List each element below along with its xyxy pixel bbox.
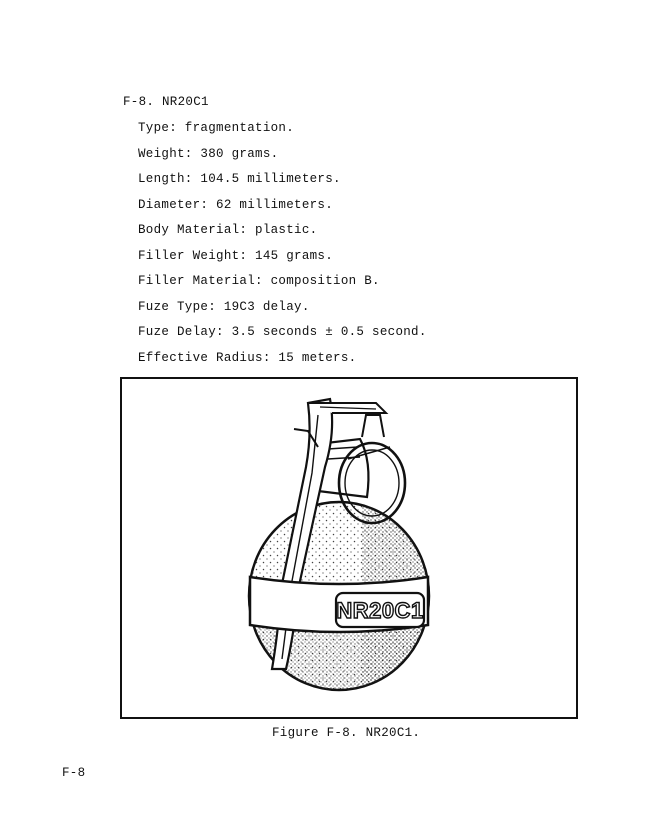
spec-fuze-type: Fuze Type: 19C3 delay. [138, 299, 310, 314]
marking-band [250, 577, 428, 632]
spec-type: Type: fragmentation. [138, 121, 295, 135]
spec-fuze-delay: Fuze Delay: 3.5 seconds ± 0.5 second. [138, 325, 427, 339]
page-number: F-8 [62, 766, 86, 780]
grenade-illustration [122, 379, 576, 717]
band-marking-text: NR20C1 [336, 598, 424, 623]
spec-list [138, 121, 427, 376]
spec-length: Length: 104.5 millimeters. [138, 172, 341, 186]
spec-filler-weight: Filler Weight: 145 grams. [138, 248, 334, 263]
spec-weight: Weight: 380 grams. [138, 146, 279, 161]
spec-body-material: Body Material: plastic. [138, 223, 318, 237]
spec-effective-radius: Effective Radius: 15 meters. [138, 350, 357, 365]
figure-caption: Figure F-8. NR20C1. [272, 726, 421, 740]
section-heading: F-8. NR20C1 [123, 95, 209, 109]
spec-filler-material: Filler Material: composition B. [138, 274, 380, 288]
figure-frame [120, 377, 578, 719]
spec-diameter: Diameter: 62 millimeters. [138, 197, 334, 212]
